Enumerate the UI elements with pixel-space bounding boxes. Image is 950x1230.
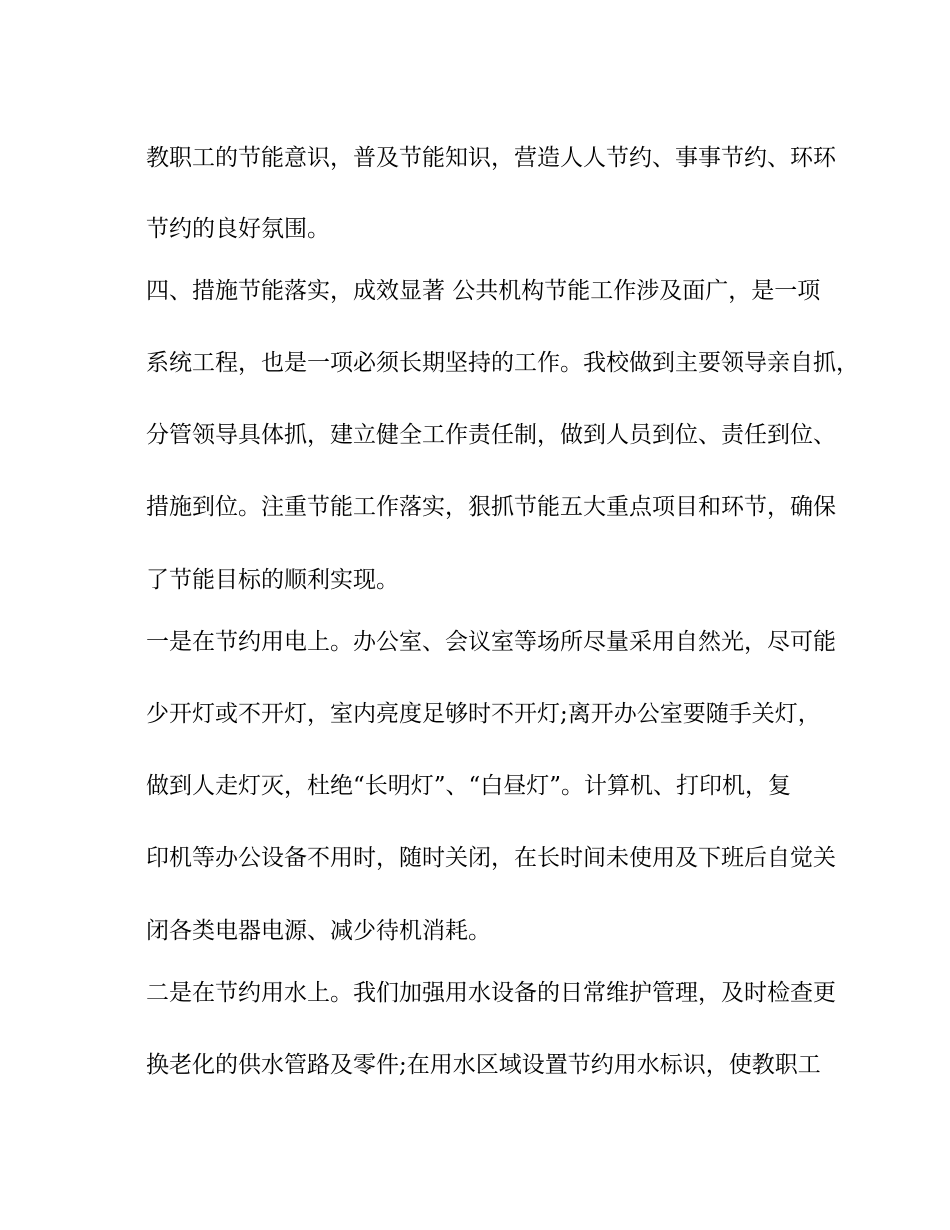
text-line-12: 闭各类电器电源、减少待机消耗。 [146, 918, 491, 944]
text-line-14: 换老化的供水管路及零件;在用水区域设置节约用水标识，使教职工 [146, 1052, 821, 1078]
text-line-11: 印机等办公设备不用时，随时关闭，在长时间未使用及下班后自觉关 [146, 845, 836, 871]
text-line-1: 教职工的节能意识，普及节能知识，营造人人节约、事事节约、环环 [146, 145, 836, 171]
paragraph-electricity-start: 一是在节约用电上。办公室、会议室等场所尽量采用自然光，尽可能 [146, 629, 836, 655]
paragraph-water-start: 二是在节约用水上。我们加强用水设备的日常维护管理，及时检查更 [146, 980, 836, 1006]
text-line-7: 了节能目标的顺利实现。 [146, 567, 399, 593]
text-line-10: 做到人走灯灭，杜绝“长明灯”、“白昼灯”。计算机、打印机，复 [146, 773, 792, 799]
text-line-5: 分管领导具体抓，建立健全工作责任制，做到人员到位、责任到位、 [146, 422, 836, 448]
text-line-4: 系统工程，也是一项必须长期坚持的工作。我校做到主要领导亲自抓， [146, 350, 859, 376]
text-line-6: 措施到位。注重节能工作落实，狠抓节能五大重点项目和环节，确保 [146, 494, 836, 520]
text-line-2: 节约的良好氛围。 [146, 216, 330, 242]
text-line-9: 少开灯或不开灯，室内亮度足够时不开灯;离开办公室要随手关灯， [146, 701, 821, 727]
section-heading-line: 四、措施节能落实，成效显著 公共机构节能工作涉及面广，是一项 [146, 278, 821, 304]
